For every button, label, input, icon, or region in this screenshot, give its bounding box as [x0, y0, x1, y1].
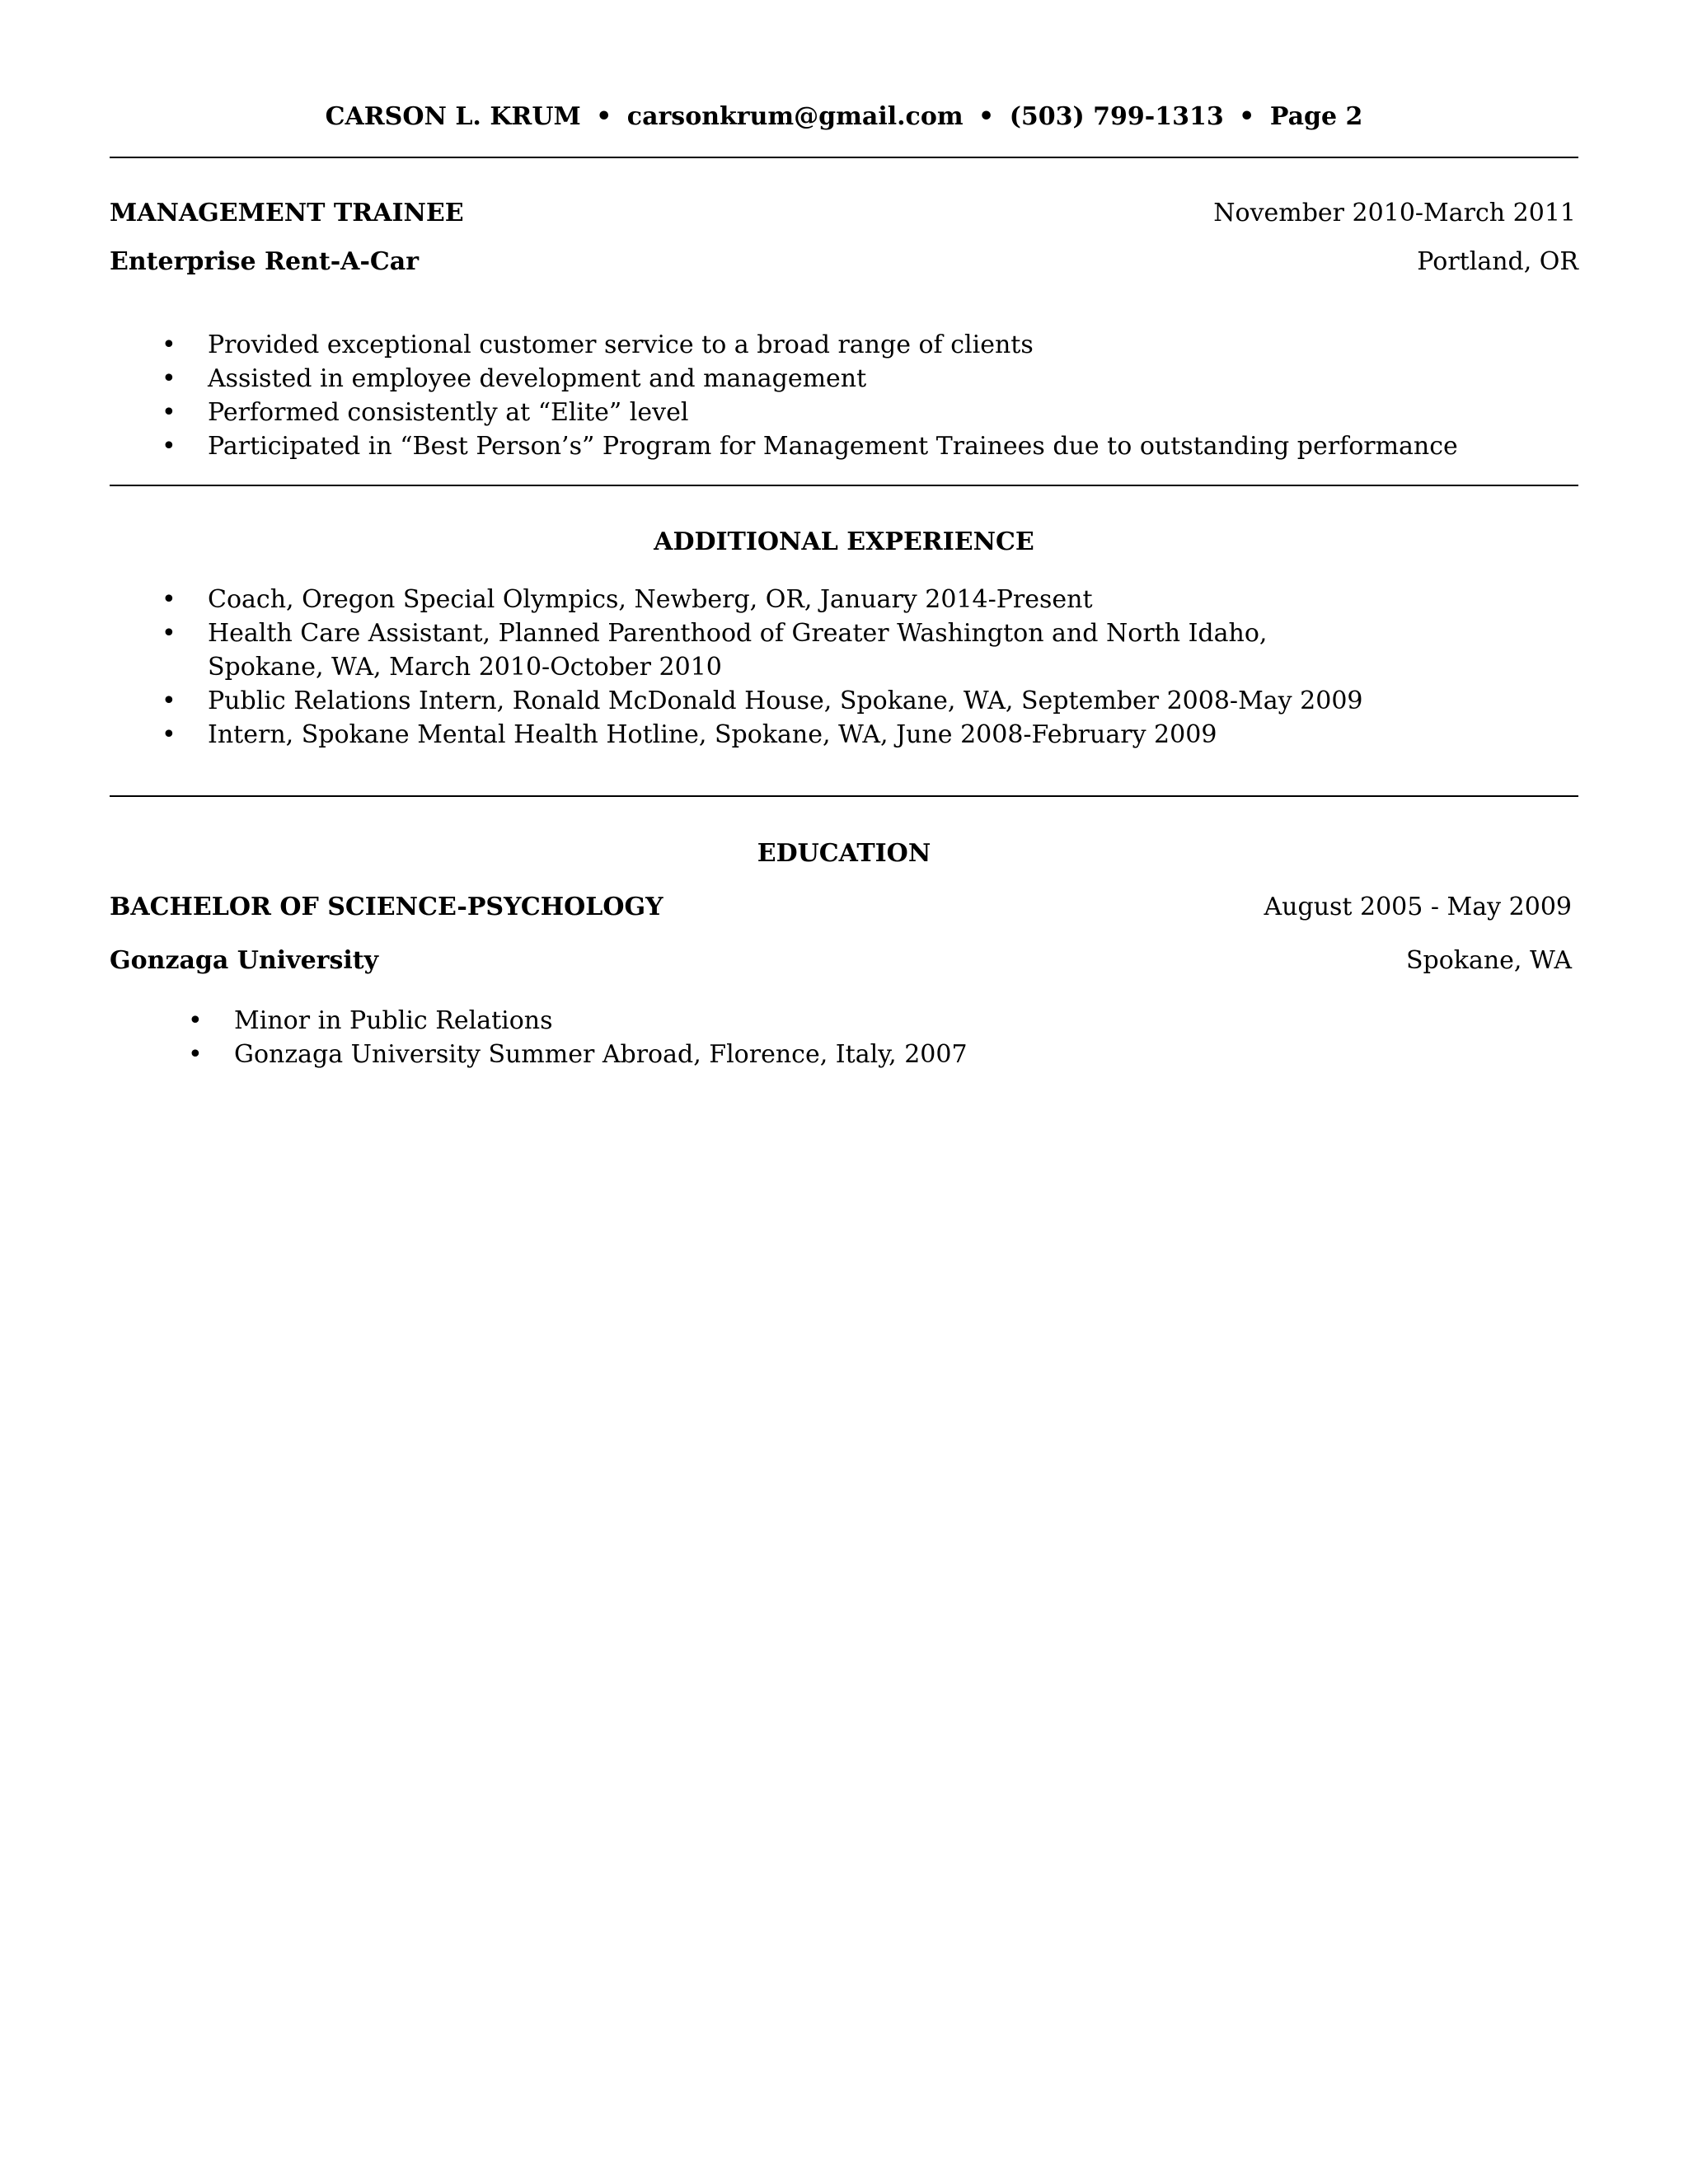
degree-title: BACHELOR OF SCIENCE-PSYCHOLOGY: [110, 893, 663, 921]
bullet-icon: •: [162, 619, 176, 648]
school-location: Spokane, WA: [1405, 946, 1572, 975]
bullet-icon: •: [162, 687, 176, 715]
list-item: • Participated in “Best Person’s” Program for Management Trainees due to outstanding performance: [208, 429, 1458, 463]
list-item: • Health Care Assistant, Planned Parenthood of Greater Washington and North Idaho, Spokane, WA, March 2010-October 2010: [208, 616, 1363, 684]
header-separator: •: [978, 102, 995, 131]
email-link[interactable]: carsonkrum@gmail.com: [626, 102, 964, 131]
bullet-icon: •: [162, 330, 176, 359]
list-item: • Gonzaga University Summer Abroad, Florence, Italy, 2007: [234, 1038, 968, 1071]
bullet-icon: •: [188, 1006, 203, 1035]
education-bullet-list: [188, 1004, 968, 1071]
divider-rule: [110, 485, 1578, 486]
bullet-icon: •: [188, 1040, 203, 1069]
list-item: • Coach, Oregon Special Olympics, Newberg, OR, January 2014-Present: [208, 583, 1363, 616]
job-bullet-list: [162, 328, 1458, 463]
phone-number: (503) 799-1313: [1009, 102, 1224, 131]
list-item: • Minor in Public Relations: [234, 1004, 968, 1038]
school-name: Gonzaga University: [110, 946, 379, 975]
header-separator: •: [596, 102, 612, 131]
section-heading-additional: ADDITIONAL EXPERIENCE: [654, 527, 1034, 556]
list-item: • Assisted in employee development and management: [208, 362, 1458, 396]
bullet-icon: •: [162, 364, 176, 393]
candidate-name: CARSON L. KRUM: [325, 102, 581, 131]
list-item: • Intern, Spokane Mental Health Hotline, Spokane, WA, June 2008-February 2009: [208, 718, 1363, 752]
page-number: Page 2: [1269, 102, 1363, 131]
header-separator: •: [1239, 102, 1255, 131]
job-dates: November 2010-March 2011: [1213, 199, 1576, 227]
list-item: • Provided exceptional customer service to a broad range of clients: [208, 328, 1458, 362]
bullet-icon: •: [162, 432, 176, 461]
divider-rule: [110, 795, 1578, 797]
bullet-icon: •: [162, 585, 176, 614]
job-location: Portland, OR: [1417, 247, 1578, 276]
list-item: • Public Relations Intern, Ronald McDonald House, Spokane, WA, September 2008-May 2009: [208, 684, 1363, 718]
education-dates: August 2005 - May 2009: [1264, 893, 1572, 921]
bullet-icon: •: [162, 720, 176, 749]
job-company: Enterprise Rent-A-Car: [110, 247, 420, 276]
bullet-icon: •: [162, 398, 176, 427]
contact-header: [0, 101, 1688, 134]
section-heading-education: EDUCATION: [757, 839, 931, 868]
list-item: • Performed consistently at “Elite” level: [208, 396, 1458, 429]
divider-rule: [110, 157, 1578, 158]
additional-bullet-list: [162, 583, 1363, 752]
job-title: MANAGEMENT TRAINEE: [110, 199, 464, 227]
